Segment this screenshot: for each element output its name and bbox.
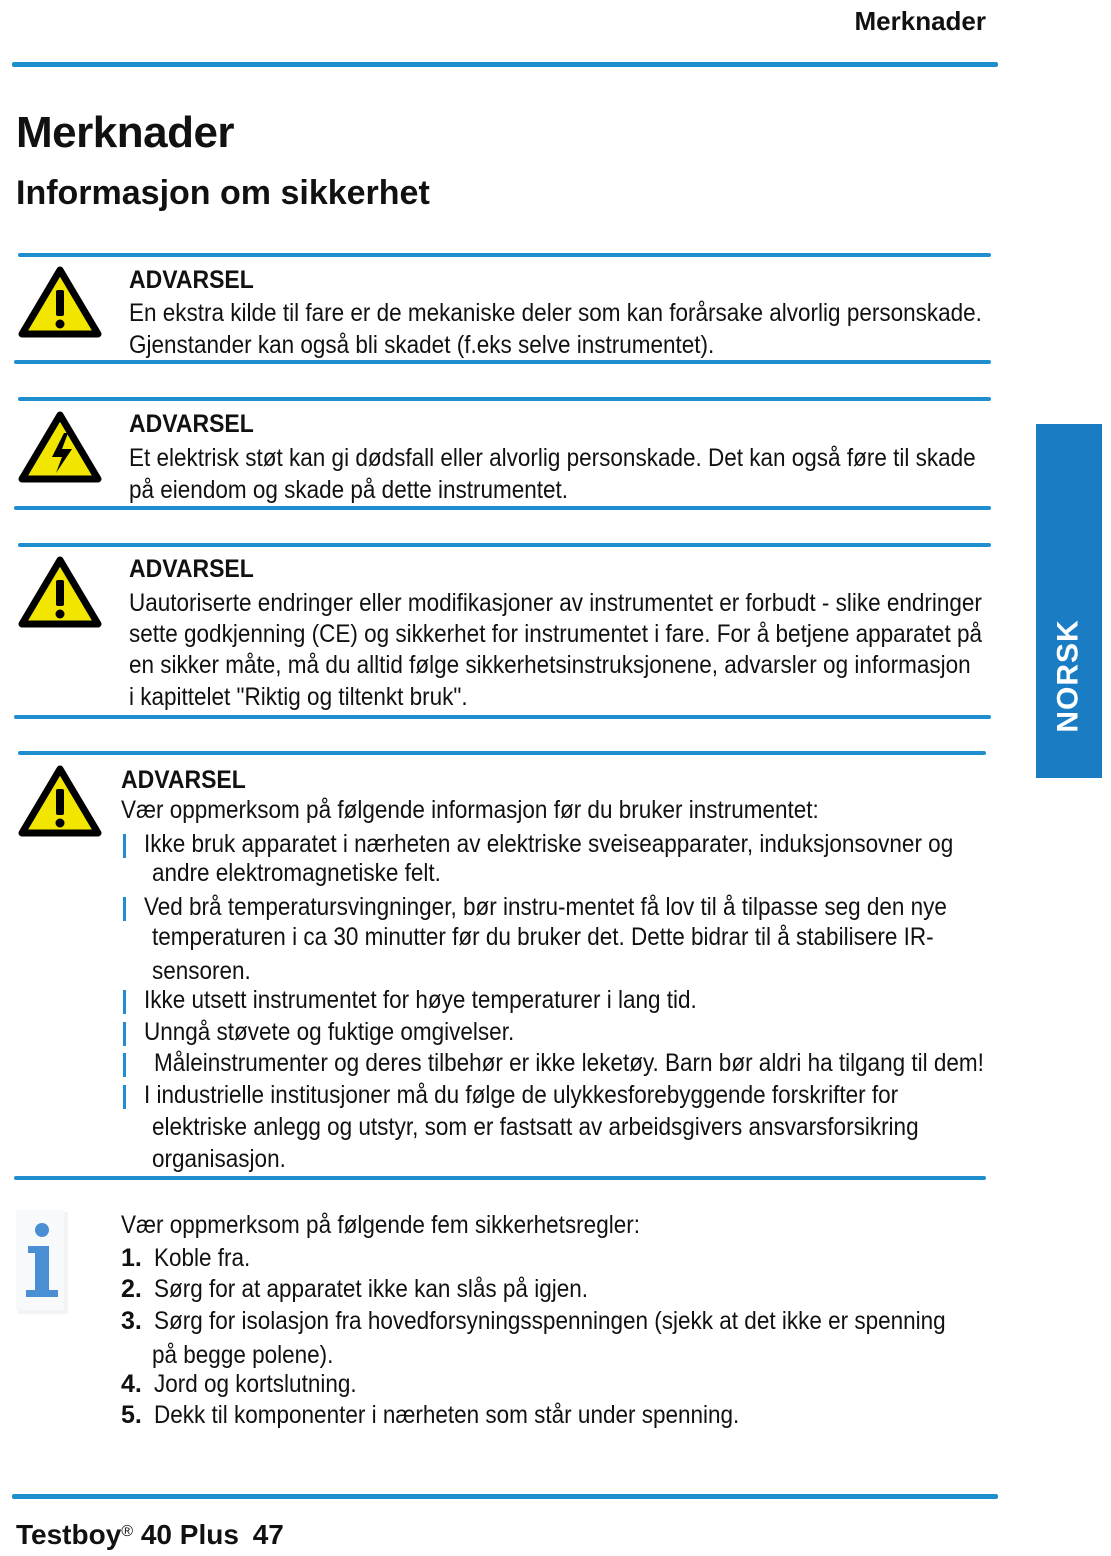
bullet-marker [123,1022,126,1046]
bullet-marker [123,897,126,921]
info-intro: Vær oppmerksom på følgende fem sikkerhetsregler: [121,1211,640,1239]
info-icon [16,1210,68,1314]
bullet-marker [123,1053,126,1077]
warning-1-line-2: Gjenstander kan også bli skadet (f.eks selve instrumentet). [129,331,715,359]
electric-shock-warning-icon [18,411,102,483]
warning-4-top-rule [18,751,986,755]
rule-3-text-line-1: Sørg for isolasjon fra hovedforsyningsspenningen (sjekk at det ikke er spenning [154,1307,946,1335]
warning-1-label: ADVARSEL [129,266,254,294]
bullet-1-line-1: Ikke bruk apparatet i nærheten av elektriske sveiseapparater, induksjonsovner og [144,830,954,858]
warning-2-line-2: på eiendom og skade på dette instrumentet. [129,476,569,504]
bullet-1-line-2: andre elektromagnetiske felt. [152,859,441,887]
warning-3-line-2: sette godkjenning (CE) og sikkerhet for instrumentet i fare. For å betjene apparatet på [129,620,982,648]
bullet-marker [123,834,126,858]
warning-2-label: ADVARSEL [129,410,254,438]
warning-1-line-1: En ekstra kilde til fare er de mekaniske deler som kan forårsake alvorlig personskade. [129,299,982,327]
warning-2-top-rule [18,397,991,401]
rule-5-number: 5. [121,1401,142,1429]
bullet-5-line-1: Måleinstrumenter og deres tilbehør er ikke leketøy. Barn bør aldri ha tilgang til dem! [154,1049,984,1077]
bullet-2-line-1: Ved brå temperatursvingninger, bør instru-mentet få lov til å tilpasse seg den nye [144,893,947,921]
page-number: 47 [252,1519,284,1550]
footer [16,1519,284,1551]
header-divider [12,62,998,67]
bullet-3-line-1: Ikke utsett instrumentet for høye temperaturer i lang tid. [144,986,697,1014]
footer-brand: Testboy [16,1519,122,1550]
bullet-4-line-1: Unngå støvete og fuktige omgivelser. [144,1018,515,1046]
warning-2-line-1: Et elektrisk støt kan gi dødsfall eller alvorlig personskade. Det kan også føre til skade [129,444,976,472]
rule-5-text: Dekk til komponenter i nærheten som står under spenning. [154,1401,740,1429]
rule-4-number: 4. [121,1370,142,1398]
rule-1-text: Koble fra. [154,1244,251,1272]
warning-exclamation-icon [18,556,102,628]
warning-4-intro: Vær oppmerksom på følgende informasjon før du bruker instrumentet: [121,796,819,824]
bullet-2-line-3: sensoren. [152,957,251,985]
registered-mark: ® [121,1523,134,1540]
warning-exclamation-icon [18,266,102,338]
warning-3-line-3: en sikker måte, må du alltid følge sikkerhetsinstruksjonene, advarsler og informasjon [129,651,971,679]
bullet-6-line-1: I industrielle institusjoner må du følge de ulykkesforebyggende forskrifter for [144,1081,899,1109]
section-title: Informasjon om sikkerhet [16,174,430,212]
warning-2-bottom-rule [14,506,991,510]
warning-3-line-4: i kapittelet "Riktig og tiltenkt bruk". [129,683,468,711]
bullet-6-line-3: organisasjon. [152,1145,286,1173]
language-tab-label: NORSK [1052,619,1085,733]
rule-2-text: Sørg for at apparatet ikke kan slås på igjen. [154,1275,588,1303]
page-title: Merknader [16,108,235,157]
rule-3-number: 3. [121,1307,142,1335]
footer-divider [12,1494,998,1499]
warning-1-bottom-rule [14,360,991,364]
footer-model: 40 Plus [140,1519,239,1550]
warning-3-top-rule [18,543,991,547]
warning-4-label: ADVARSEL [121,766,246,794]
warning-3-bottom-rule [14,715,991,719]
rule-2-number: 2. [121,1275,142,1303]
running-header-title: Merknader [854,6,986,36]
warning-3-label: ADVARSEL [129,555,254,583]
warning-4-bottom-rule [14,1176,986,1180]
bullet-marker [123,990,126,1014]
rule-3-text-line-2: på begge polene). [152,1341,334,1369]
bullet-6-line-2: elektriske anlegg og utstyr, som er fastsatt av arbeidsgivers ansvarsforsikring [152,1113,919,1141]
rule-1-number: 1. [121,1244,142,1272]
bullet-marker [123,1085,126,1109]
warning-exclamation-icon [18,765,102,837]
rule-4-text: Jord og kortslutning. [154,1370,357,1398]
warning-1-top-rule [18,253,991,257]
warning-3-line-1: Uautoriserte endringer eller modifikasjoner av instrumentet er forbudt - slike endringer [129,589,982,617]
bullet-2-line-2: temperaturen i ca 30 minutter før du bruker det. Dette bidrar til å stabilisere IR- [152,923,934,951]
